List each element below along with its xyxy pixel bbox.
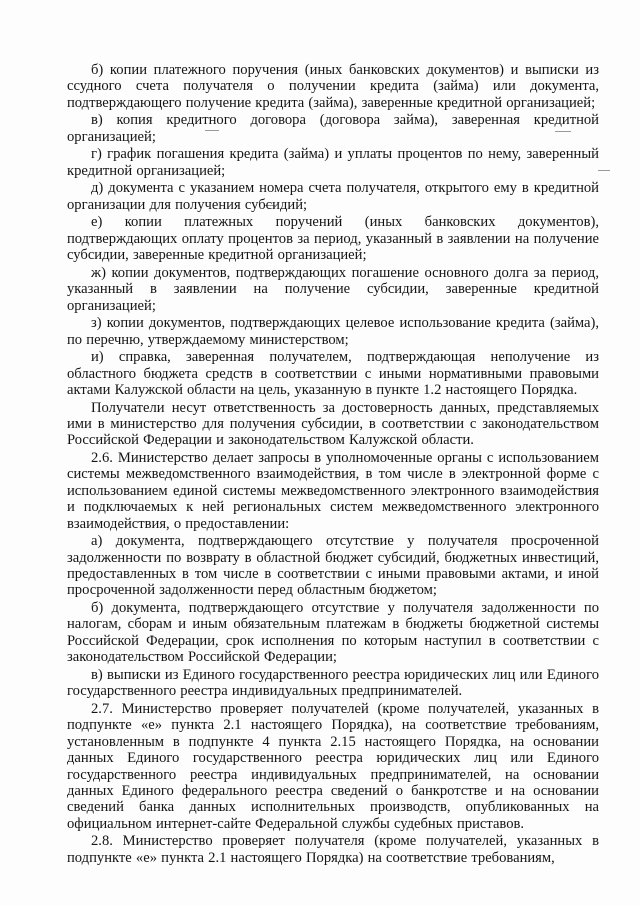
- document-body: [67, 62, 599, 867]
- paragraph-g-repayment-schedule: г) график погашения кредита (займа) и уплаты процентов по нему, заверенный кредитной организацией;: [67, 146, 599, 179]
- paragraph-i-certificate: и) справка, заверенная получателем, подтверждающая неполучение из областного бюджета средств в соответствии с иными нормативными правовыми актами Калужской области на цель, указанную в пункте 1.2 настоящего Порядка.: [67, 349, 599, 399]
- paragraph-2-6-requests: 2.6. Министерство делает запросы в уполномоченные органы с использованием системы межведомственного взаимодействия, в том числе в электронной форме с использованием единой системы межведомственного электронного взаимодействия и подключаемых к ней региональных систем межведомственного электронного взаимодействия, о предоставлении:: [67, 450, 599, 532]
- paragraph-e-interest-payments: е) копии платежных поручений (иных банковских документов), подтверждающих оплату процентов за период, указанный в заявлении на получение субсидии, заверенные кредитной организацией;: [67, 214, 599, 264]
- paragraph-responsibility: Получатели несут ответственность за достоверность данных, представляемых ими в министерство для получения субсидии, в соответствии с законодательством Российской Федерации и законодательством Калужской области.: [67, 399, 599, 449]
- paragraph-z-target-use: з) копии документов, подтверждающих целевое использование кредита (займа), по перечню, утверждаемому министерством;: [67, 315, 599, 348]
- paragraph-v-loan-agreement: в) копия кредитного договора (договора займа), заверенная кредитной организацией;: [67, 112, 599, 145]
- paragraph-2-8-verification: 2.8. Министерство проверяет получателя (кроме получателей, указанных в подпункте «е» пункта 2.1 настоящего Порядка) на соответствие требованиям,: [67, 833, 599, 866]
- paragraph-b-payment-order: б) копии платежного поручения (иных банковских документов) и выписки из ссудного счета получателя о получении кредита (займа) или документа, подтверждающего получение кредита (займа), заверенные кредитной организацией;: [67, 62, 599, 111]
- paragraph-2-6-b: б) документа, подтверждающего отсутствие у получателя задолженности по налогам, сборам и иным обязательным платежам в бюджеты бюджетной системы Российской Федерации, срок исполнения по которым наступил в соответствии с законодательством Российской Федерации;: [67, 600, 599, 666]
- paragraph-zh-debt-repayment: ж) копии документов, подтверждающих погашение основного долга за период, указанный в заявлении на получение субсидии, заверенные кредитной организацией;: [67, 264, 599, 314]
- paragraph-2-6-a: а) документа, подтверждающего отсутствие у получателя просроченной задолженности по возврату в областной бюджет субсидий, бюджетных инвестиций, предоставленных в том числе в соответствии с иными правовыми актами, и иной просроченной задолженности перед областным бюджетом;: [67, 533, 599, 599]
- scan-artifact: [598, 170, 610, 171]
- paragraph-d-account-document: д) документа с указанием номера счета получателя, открытого ему в кредитной организации для получения субсидий;: [67, 180, 599, 213]
- paragraph-2-7-verification: 2.7. Министерство проверяет получателей (кроме получателей, указанных в подпункте «е» пункта 2.1 настоящего Порядка), на соответствие требованиям, установленным в подпункте 4 пункта 2.15 настоящего Порядка, на основании данных Единого государственного реестра юридических лиц или Единого государственного реестра индивидуальных предпринимателей, на основании данных Единого федерального реестра сведений о банкротстве и на основании сведений банка данных исполнительных производств, опубликованных на официальном интернет-сайте Федеральной службы судебных приставов.: [67, 700, 599, 832]
- paragraph-2-6-v: в) выписки из Единого государственного реестра юридических лиц или Единого государственного реестра индивидуальных предпринимателей.: [67, 666, 599, 700]
